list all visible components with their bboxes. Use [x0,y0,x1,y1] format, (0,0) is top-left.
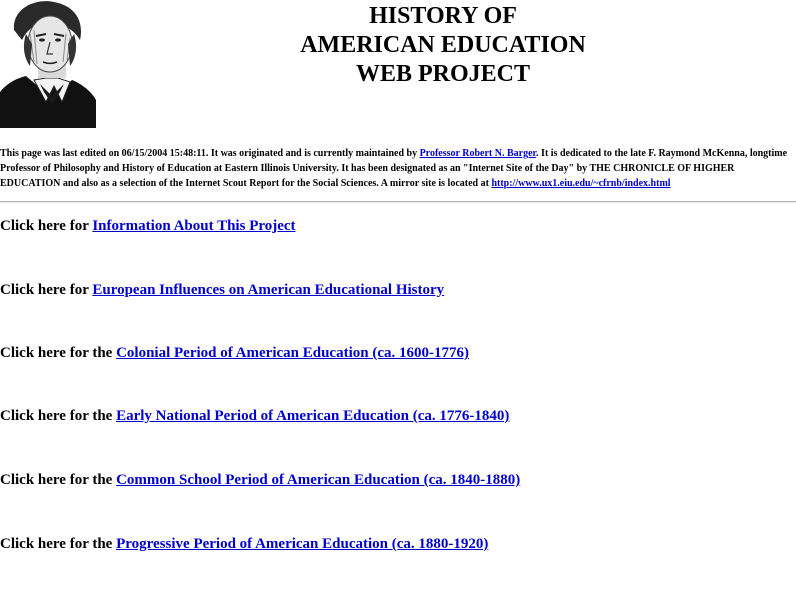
link-prefix: Click here for [0,218,93,234]
link-line-early-national [0,407,509,425]
link-line-information [0,217,296,235]
link-line-colonial [0,344,469,362]
link-prefix: Click here for the [0,472,117,488]
page-title [0,2,796,89]
progressive-period-link[interactable]: Progressive Period of American Education (ca. 1880-1920) [116,536,489,552]
intro-text-1: This page was last edited on 06/15/2004 15:48:11. It was originated and is currently maintained by [0,148,420,159]
intro-paragraph [0,146,792,191]
link-prefix: Click here for the [0,536,117,552]
horizontal-divider [0,201,796,203]
common-school-period-link[interactable]: Common School Period of American Education (ca. 1840-1880) [116,472,521,488]
colonial-period-link[interactable]: Colonial Period of American Education (ca. 1600-1776) [116,345,469,361]
title-line-2: AMERICAN EDUCATION [300,32,586,58]
link-prefix: Click here for the [0,345,117,361]
link-prefix: Click here for [0,282,93,298]
link-line-progressive [0,535,488,553]
link-line-common-school [0,471,520,489]
page-header [0,0,796,132]
early-national-period-link[interactable]: Early National Period of American Education (ca. 1776-1840) [116,408,510,424]
author-link[interactable]: Professor Robert N. Barger [419,148,537,159]
title-line-1: HISTORY OF [369,3,517,29]
intro-text-2: . It is dedicated to the late F. Raymond McKenna, longtime Professor of Philosophy and History of Education at Eastern Illinois University. It has been designated as an "Internet Site of the Day" by THE CHRONICLE OF HIGHER EDUCATION and also as a selection of the Internet Scout Report for the Social Sciences. A mirror site is located at [0,148,788,189]
european-influences-link[interactable]: European Influences on American Educational History [92,282,445,298]
mirror-site-link[interactable]: http://www.ux1.eiu.edu/~cfrnb/index.html [491,178,671,189]
title-line-3: WEB PROJECT [355,61,531,87]
link-prefix: Click here for the [0,408,117,424]
link-line-european [0,281,444,299]
information-about-project-link[interactable]: Information About This Project [92,218,296,234]
